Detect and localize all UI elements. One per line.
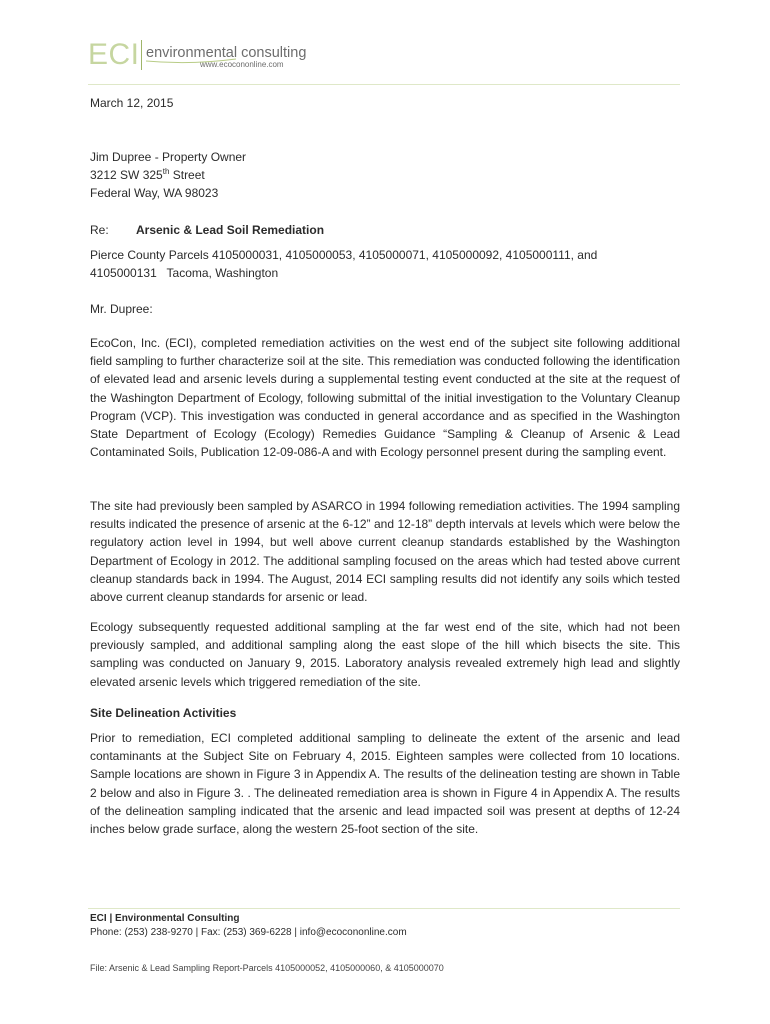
recipient-name: Jim Dupree - Property Owner [90,150,247,164]
letterhead-logo [88,38,308,74]
re-parcels-line-1: Pierce County Parcels 4105000031, 4105000053, 4105000071, 4105000092, 4105000111, and [90,248,598,262]
re-subject: Arsenic & Lead Soil Remediation [136,223,325,237]
footer-contact: Phone: (253) 238-9270 | Fax: (253) 369-6228 | info@ecocononline.com [90,927,407,938]
re-line [90,221,680,239]
letter-date: March 12, 2015 [90,96,174,110]
logo-divider [141,40,142,70]
body-paragraph-1: EcoCon, Inc. (ECI), completed remediation activities on the west end of the subject site following additional field sampling to further characterize soil at the site. This remediation was conducted following the identification of elevated lead and arsenic levels during a supplemental testing event conducted at the site at the request of the Washington Department of Ecology, following submittal of the initial investigation to the Voluntary Cleanup Program (VCP). This investigation was conducted in general accordance and as specified in the Washington State Department of Ecology (Ecology) Remedies Guidance “Sampling & Cleanup of Arsenic & Lead Contaminated Soils, Publication 12-09-086-A and with Ecology personnel present during the sampling event. [90,336,680,460]
footer-title: ECI | Environmental Consulting [90,913,240,924]
logo-url: www.ecocononline.com [200,60,284,69]
logo-mark: ECI [88,38,140,71]
body-paragraph-2: The site had previously been sampled by ASARCO in 1994 following remediation activities. The 1994 sampling results indicated the presence of arsenic at the 6-12” and 12-18” depth intervals at levels which were below the regulatory action level in 1994, but well above current cleanup standards established by the Washington Department of Ecology in 2012. The additional sampling focused on the areas which had tested above current cleanup standards back in 1994. The August, 2014 ECI sampling results did not identify any soils which tested above current cleanup standards for arsenic or lead. [90,499,680,605]
re-label: Re: [90,223,109,237]
recipient-address [90,148,680,203]
header-rule [88,84,680,85]
section-body: Prior to remediation, ECI completed additional sampling to delineate the extent of the arsenic and lead contaminants at the Subject Site on February 4, 2015. Eighteen samples were collected from 10 locations. Sample locations are shown in Figure 3 in Appendix A. The results of the delineation testing are shown in Table 2 below and also in Figure 3. . The delineated remediation area is shown in Figure 4 in Appendix A. The results of the delineation sampling indicated that the arsenic and lead impacted soil was present at depths of 12-24 inches below grade surface, along the western 25-foot section of the site. [90,731,680,837]
logo-text: environmental consulting [146,45,307,61]
salutation: Mr. Dupree: [90,302,153,316]
section-heading: Site Delineation Activities [90,706,237,720]
body-paragraph-3: Ecology subsequently requested additional sampling at the far west end of the site, which had not been previously sampled, and additional sampling along the east slope of the hill which bisects the site. This sampling was conducted on January 9, 2015. Laboratory analysis revealed extremely high lead and slightly elevated arsenic levels which triggered remediation of the site. [90,620,680,689]
footer-file-reference: File: Arsenic & Lead Sampling Report-Parcels 4105000052, 4105000060, & 4105000070 [90,963,444,973]
recipient-street: 3212 SW 325th Street [90,167,205,183]
footer-rule [88,908,680,909]
recipient-city: Federal Way, WA 98023 [90,186,219,201]
re-parcels-line-2: 4105000131 Tacoma, Washington [90,266,279,281]
re-parcels [90,246,680,282]
